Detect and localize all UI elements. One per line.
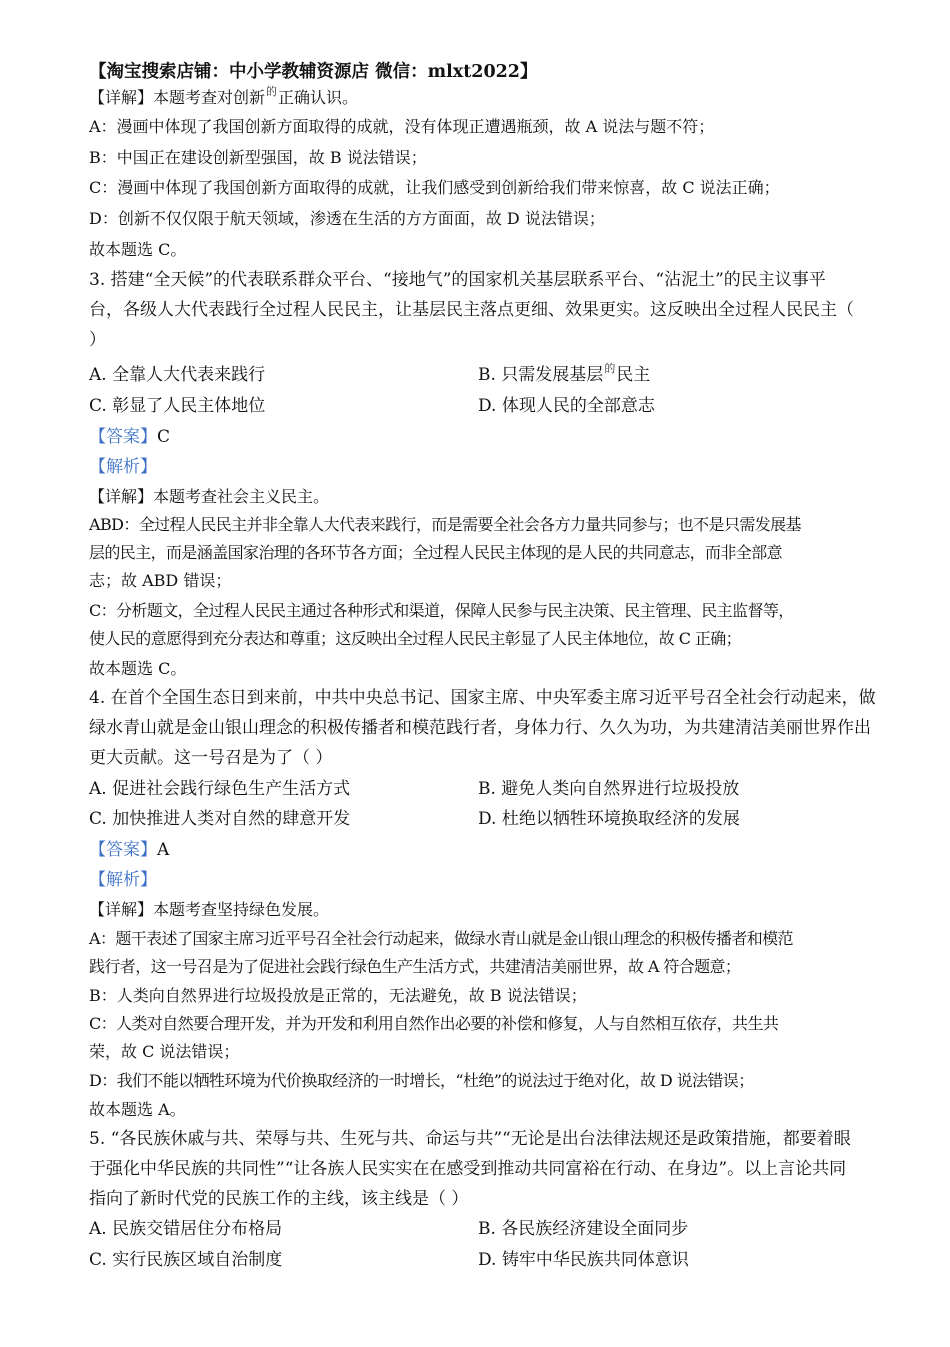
- q3-stem-line2: 台，各级人大代表践行全过程人民民主，让基层民主落点更细、效果更实。这反映出全过程人民民主（: [89, 300, 854, 320]
- q4-stem-line1: 4. 在首个全国生态日到来前，中共中央总书记、国家主席、中央军委主席习近平号召全社会行动起来，做: [89, 688, 876, 708]
- q3-option-a: A. 全靠人大代表来践行: [89, 365, 266, 385]
- q4-stem-line2: 绿水青山就是金山银山理念的积极传播者和模范践行者，身体力行、久久为功，为共建清洁美丽世界作出: [89, 718, 871, 738]
- q5-stem-line1: 5. “各民族休戚与共、荣辱与共、生死与共、命运与共”“无论是出台法律法规还是政策措施，都要着眼: [89, 1129, 851, 1149]
- q4-a-line1: A：题干表述了国家主席习近平号召全社会行动起来，做绿水青山就是金山银山理念的积极传播者和模范: [89, 929, 793, 948]
- q2-conclusion: 故本题选 C。: [89, 240, 187, 259]
- q3-detail: 【详解】本题考查社会主义民主。: [89, 487, 330, 506]
- q3-option-b: B. 只需发展基层$^的$民主: [478, 362, 651, 385]
- q4-option-a: A. 促进社会践行绿色生产生活方式: [89, 779, 351, 799]
- q5-stem-line3: 指向了新时代党的民族工作的主线，该主线是（ ）: [89, 1189, 469, 1209]
- q2-option-d-analysis: D：创新不仅仅限于航天领域，渗透在生活的方方面面，故 D 说法错误；: [89, 209, 605, 228]
- q3-c-line2: 使人民的意愿得到充分表达和尊重；这反映出全过程人民民主彰显了人民主体地位，故 C 正确；: [89, 629, 742, 648]
- q5-option-c: C. 实行民族区域自治制度: [89, 1250, 283, 1270]
- q4-stem-line3: 更大贡献。这一号召是为了（ ）: [89, 748, 333, 768]
- q4-conclusion: 故本题选 A。: [89, 1100, 186, 1119]
- shop-header: 【淘宝搜索店铺：中小学教辅资源店 微信：mlxt2022】: [89, 62, 538, 82]
- q3-answer: 【答案】C: [89, 427, 171, 447]
- q5-option-d: D. 铸牢中华民族共同体意识: [478, 1250, 689, 1270]
- q2-option-a-analysis: A：漫画中体现了我国创新方面取得的成就，没有体现正遭遇瓶颈，故 A 说法与题不符；: [89, 117, 715, 136]
- q3-conclusion: 故本题选 C。: [89, 659, 187, 678]
- q3-stem-line1: 3. 搭建“全天候”的代表联系群众平台、“接地气”的国家机关基层联系平台、“沾泥土”的民主议事平: [89, 270, 826, 290]
- q3-analysis-tag: 【解析】: [89, 457, 157, 477]
- q5-option-a: A. 民族交错居住分布格局: [89, 1219, 283, 1239]
- q4-option-c: C. 加快推进人类对自然的肆意开发: [89, 809, 351, 829]
- q3-stem-line3: ）: [89, 330, 106, 350]
- q4-c-line2: 荣，故 C 说法错误；: [89, 1042, 240, 1061]
- q2-option-c-analysis: C：漫画中体现了我国创新方面取得的成就，让我们感受到创新给我们带来惊喜，故 C 说法正确；: [89, 178, 780, 197]
- q4-option-b-analysis: B：人类向自然界进行垃圾投放是正常的，无法避免，故 B 说法错误；: [89, 986, 587, 1005]
- q4-option-d-analysis: D：我们不能以牺牲环境为代价换取经济的一时增长，“杜绝”的说法过于绝对化，故 D 说法错误；: [89, 1071, 754, 1090]
- q4-option-d: D. 杜绝以牺牲环境换取经济的发展: [478, 809, 740, 829]
- q2-detail: 【详解】本题考查对创新$^的$正确认识。: [89, 85, 359, 107]
- q4-answer: 【答案】A: [89, 840, 170, 860]
- q5-stem-line2: 于强化中华民族的共同性”“让各族人民实实在在感受到推动共同富裕在行动、在身边”。以上言论共同: [89, 1159, 847, 1179]
- q4-analysis-tag: 【解析】: [89, 870, 157, 890]
- q4-option-b: B. 避免人类向自然界进行垃圾投放: [478, 779, 740, 799]
- q5-option-b: B. 各民族经济建设全面同步: [478, 1219, 689, 1239]
- q3-abd-line2: 层的民主，而是涵盖国家治理的各环节各方面；全过程人民民主体现的是人民的共同意志，而非全部意: [89, 543, 783, 562]
- q2-option-b-analysis: B：中国正在建设创新型强国，故 B 说法错误；: [89, 148, 427, 167]
- q3-abd-line1: ABD：全过程人民民主并非全靠人大代表来践行，而是需要全社会各方力量共同参与；也不是只需发展基: [89, 515, 801, 534]
- q3-option-d: D. 体现人民的全部意志: [478, 396, 655, 416]
- q3-c-line1: C：分析题文，全过程人民民主通过各种形式和渠道，保障人民参与民主决策、民主管理、民主监督等，: [89, 601, 794, 620]
- q4-a-line2: 践行者，这一号召是为了促进社会践行绿色生产生活方式，共建清洁美丽世界，故 A 符合题意；: [89, 957, 741, 976]
- q3-abd-line3: 志；故 ABD 错误；: [89, 571, 232, 590]
- q4-detail: 【详解】本题考查坚持绿色发展。: [89, 900, 330, 919]
- q3-option-c: C. 彰显了人民主体地位: [89, 396, 266, 416]
- q4-c-line1: C：人类对自然要合理开发，并为开发和利用自然作出必要的补偿和修复，人与自然相互依存，共生共: [89, 1014, 779, 1033]
